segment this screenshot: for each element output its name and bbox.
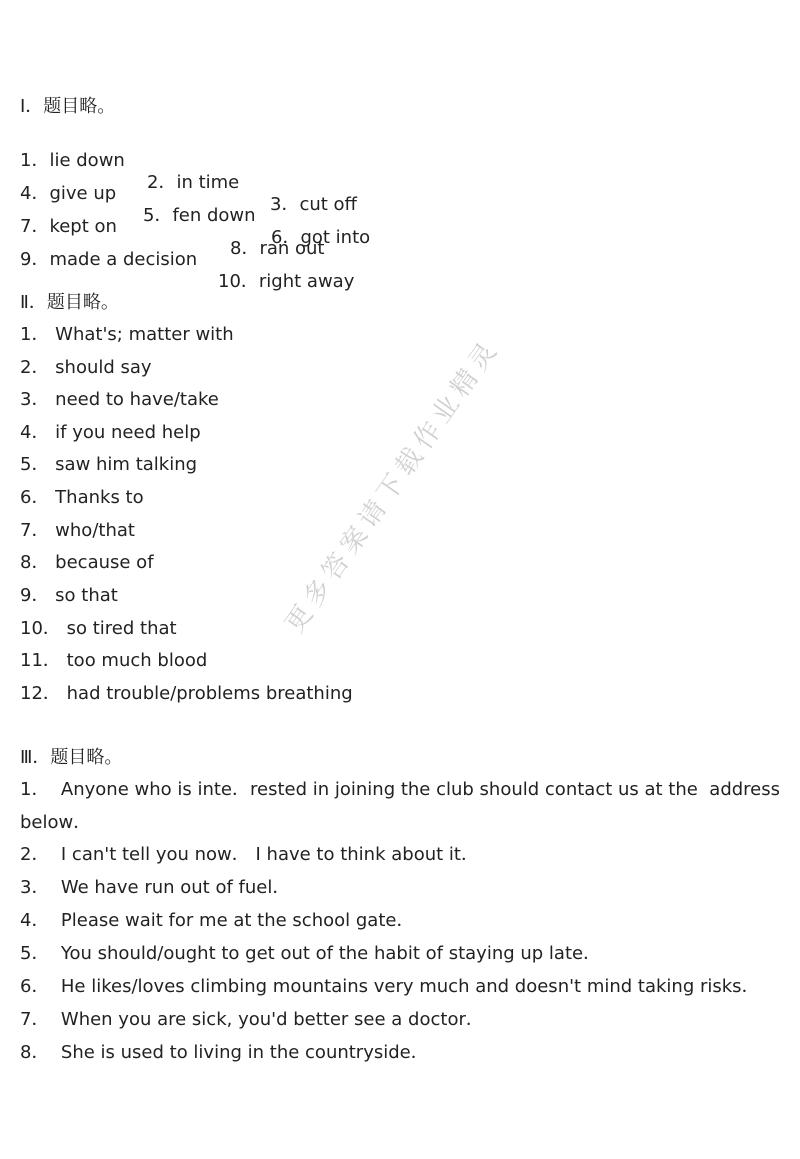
answer-item: 2． should say [20,357,152,378]
answer-item: 7．kept on [20,216,117,237]
answer-item: 6． He likes/loves climbing mountains very much and doesn't mind taking risks． [20,976,760,997]
answer-item: 8．ran out [230,238,325,259]
answer-item: 3． need to have/take [20,389,219,410]
answer-item: 4． if you need help [20,422,201,443]
answer-item: 3． We have run out of fuel． [20,877,291,898]
watermark: 更多答案请下载作业精灵 [279,332,507,639]
answer-item: 9．made a decision [20,249,198,270]
answer-item: 1． What's; matter with [20,324,234,345]
answer-item: 5． saw him talking [20,454,198,475]
answer-item: 1． Anyone who is inte．rested in joining the club should contact us at the address [20,779,781,800]
answer-item: 2． I can't tell you now． I have to think about it． [20,844,479,865]
answer-item-continuation: below． [20,812,92,833]
answer-item: 4． Please wait for me at the school gate． [20,910,415,931]
answer-item: 5．fen down [143,205,256,226]
answer-item: 8． because of [20,552,154,573]
section-2-heading: Ⅱ．题目略。 [20,292,119,313]
answer-item: 2．in time [147,172,240,193]
answer-item: 10． so tired that [20,618,177,639]
answer-item: 6． Thanks to [20,487,144,508]
answer-item: 7． who/that [20,520,135,541]
section-1-heading: Ⅰ．题目略。 [20,96,116,117]
answer-item: 3．cut off [270,194,357,215]
answer-item: 11． too much blood [20,650,208,671]
answer-item: 10．right away [218,271,355,292]
answer-item: 1．lie down [20,150,125,171]
answer-item: 8． She is used to living in the countryside． [20,1042,429,1063]
answer-item: 9． so that [20,585,118,606]
answer-item: 5． You should/ought to get out of the habit of staying up late． [20,943,602,964]
answer-item: 4．give up [20,183,117,204]
section-3-heading: Ⅲ．题目略。 [20,747,123,768]
answer-item: 7． When you are sick, you'd better see a doctor． [20,1009,484,1030]
answer-item: 12． had trouble/problems breathing [20,683,353,704]
answer-item: 6．got into [271,227,371,248]
